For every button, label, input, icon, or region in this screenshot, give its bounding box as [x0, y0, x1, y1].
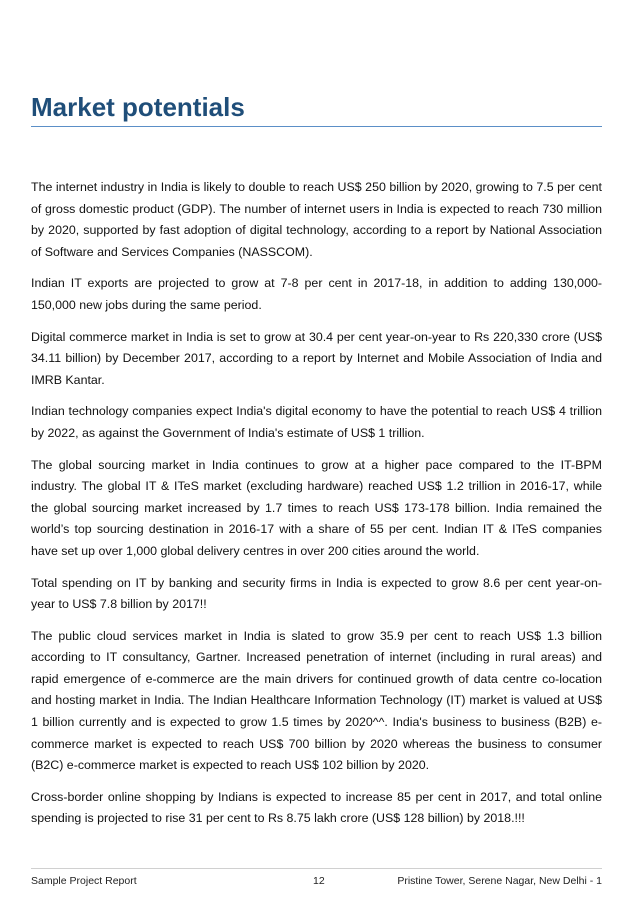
page-title: Market potentials: [31, 88, 602, 127]
paragraph-global-sourcing: The global sourcing market in India continues to grow at a higher pace compared to the IT-BPM industry. The global IT & ITeS market (excluding hardware) reached US$ 1.2 trillion in 2016-17, while the global sourcing market increased by 1.7 times to reach US$ 173-178 billion. India remained the world’s top sourcing destination in 2016-17 with a share of 55 per cent. Indian IT & ITeS companies have set up over 1,000 global delivery centres in over 200 cities around the world.: [31, 457, 602, 558]
paragraph-digital-economy: Indian technology companies expect India's digital economy to have the potential to reach US$ 4 trillion by 2022, as against the Government of India's estimate of US$ 1 trillion.: [31, 404, 602, 440]
footer-report-name: Sample Project Report: [31, 875, 137, 887]
page-footer: [31, 868, 602, 891]
document-body: [31, 177, 602, 840]
paragraph-cross-border-shopping: Cross-border online shopping by Indians is expected to increase 85 per cent in 2017, and total online spending is projected to rise 31 per cent to Rs 8.75 lakh crore (US$ 128 billion) by 2018.!!!: [31, 789, 602, 826]
paragraph-digital-commerce: Digital commerce market in India is set to grow at 30.4 per cent year-on-year to Rs 220,330 crore (US$ 34.11 billion) by December 2017, according to a report by Internet and Mobile Association of India and IMRB Kantar.: [31, 329, 602, 387]
footer-address: Pristine Tower, Serene Nagar, New Delhi - 1: [397, 875, 602, 887]
paragraph-public-cloud: The public cloud services market in India is slated to grow 35.9 per cent to reach US$ 1.3 billion according to IT consultancy, Gartner. Increased penetration of internet (including in rural areas) and rapid emergence of e-commerce are the main drivers for continued growth of data centre co-location and hosting market in India. The Indian Healthcare Information Technology (IT) market is valued at US$ 1 billion currently and is expected to grow 1.5 times by 2020^^. India's business to business (B2B) e-commerce market is expected to reach US$ 700 billion by 2020 whereas the business to consumer (B2C) e-commerce market is expected to reach US$ 102 billion by 2020.: [31, 628, 602, 773]
footer-page-number: 12: [313, 875, 325, 887]
paragraph-it-spending: Total spending on IT by banking and security firms in India is expected to grow 8.6 per cent year-on-year to US$ 7.8 billion by 2017!!: [31, 575, 602, 612]
paragraph-it-exports: Indian IT exports are projected to grow at 7-8 per cent in 2017-18, in addition to adding 130,000-150,000 new jobs during the same period.: [31, 276, 602, 312]
paragraph-internet-industry: The internet industry in India is likely to double to reach US$ 250 billion by 2020, growing to 7.5 per cent of gross domestic product (GDP). The number of internet users in India is expected to reach 730 million by 2020, supported by fast adoption of digital technology, according to a report by National Association of Software and Services Companies (NASSCOM).: [31, 180, 602, 259]
